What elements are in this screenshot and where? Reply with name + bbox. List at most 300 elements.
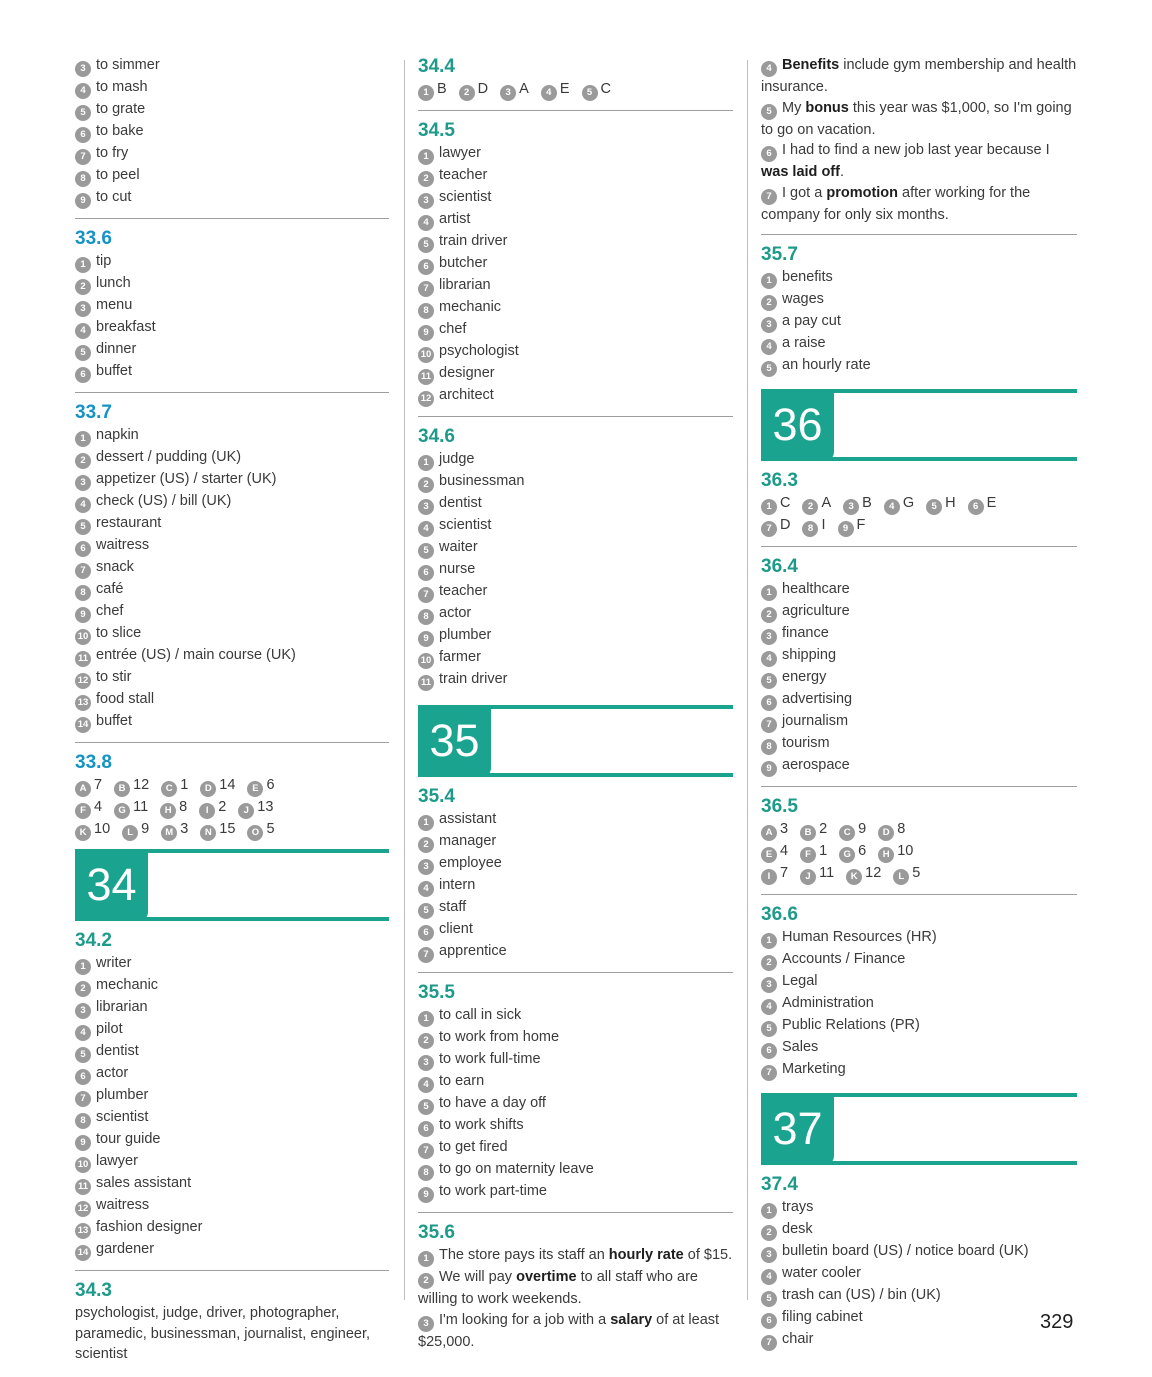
- answer-value: G: [902, 495, 915, 511]
- item-text: mechanic: [96, 977, 159, 993]
- list-item: [418, 1049, 733, 1071]
- number-badge: 6: [418, 1121, 434, 1137]
- answer-value: 12: [133, 777, 150, 793]
- chapter-header: [761, 1093, 1077, 1165]
- list-item: [75, 187, 389, 209]
- answer-pair: [541, 79, 570, 101]
- list-item: [75, 77, 389, 99]
- item-text: fashion designer: [96, 1219, 203, 1235]
- list-item: [418, 941, 733, 963]
- number-badge: H: [878, 847, 894, 863]
- answer-pair: [802, 515, 825, 537]
- item-text: wages: [782, 291, 824, 307]
- number-badge: N: [200, 825, 216, 841]
- number-badge: 1: [761, 933, 777, 949]
- column-1: [75, 55, 389, 1365]
- item-text: chef: [96, 603, 124, 619]
- number-badge: I: [761, 869, 777, 885]
- number-badge: 6: [761, 1043, 777, 1059]
- answer-value: 5: [266, 821, 275, 837]
- number-badge: A: [75, 781, 91, 797]
- answer-list: [761, 1197, 1077, 1351]
- list-item: [418, 647, 733, 669]
- answer-value: 5: [912, 865, 921, 881]
- answer-keyword: promotion: [826, 184, 899, 201]
- number-badge: H: [160, 803, 176, 819]
- answer-value: E: [986, 495, 997, 511]
- number-badge: 11: [75, 651, 91, 667]
- sentence-text: I got a: [782, 184, 827, 201]
- number-badge: 5: [75, 1047, 91, 1063]
- answer-pair: [968, 493, 997, 515]
- answer-value: 6: [858, 843, 867, 859]
- number-badge: 7: [418, 281, 434, 297]
- answer-value: 3: [780, 821, 789, 837]
- number-badge: 7: [418, 587, 434, 603]
- item-text: pilot: [96, 1021, 123, 1037]
- number-badge: 7: [761, 1335, 777, 1351]
- answer-row: [761, 863, 1077, 885]
- answer-list: [418, 809, 733, 963]
- item-text: food stall: [96, 691, 155, 707]
- number-badge: 1: [761, 273, 777, 289]
- number-badge: 2: [418, 1273, 434, 1289]
- answer-pair: [459, 79, 488, 101]
- answer-row: [75, 819, 389, 841]
- number-badge: 6: [75, 541, 91, 557]
- item-text: to peel: [96, 167, 140, 183]
- list-item: [418, 1137, 733, 1159]
- list-item: [761, 1263, 1077, 1285]
- number-badge: 4: [418, 521, 434, 537]
- list-item: [418, 875, 733, 897]
- answer-sentence: [418, 1245, 733, 1267]
- number-badge: 2: [761, 955, 777, 971]
- list-item: [75, 535, 389, 557]
- list-item: [418, 297, 733, 319]
- number-badge: 8: [802, 521, 818, 537]
- list-item: [75, 623, 389, 645]
- item-text: lawyer: [96, 1153, 138, 1169]
- number-badge: G: [839, 847, 855, 863]
- number-badge: D: [200, 781, 216, 797]
- number-badge: 5: [761, 104, 777, 120]
- number-badge: 3: [843, 499, 859, 515]
- answer-value: D: [780, 517, 791, 533]
- item-text: client: [439, 921, 473, 937]
- section-title: 36.5: [761, 796, 798, 817]
- number-badge: 3: [418, 193, 434, 209]
- list-item: [761, 667, 1077, 689]
- list-item: [418, 831, 733, 853]
- answer-list: [75, 251, 389, 383]
- list-item: [75, 513, 389, 535]
- item-text: scientist: [439, 517, 492, 533]
- number-badge: 14: [75, 1245, 91, 1261]
- list-item: [761, 311, 1077, 333]
- answer-keyword: bonus: [805, 99, 849, 116]
- item-text: lawyer: [439, 145, 481, 161]
- item-text: entrée (US) / main course (UK): [96, 647, 296, 663]
- answer-pair: [161, 775, 188, 797]
- number-badge: 7: [75, 149, 91, 165]
- item-text: to stir: [96, 669, 132, 685]
- item-text: Sales: [782, 1039, 819, 1055]
- sentence-text: after working for the company for only six months.: [761, 184, 1031, 223]
- answer-pair: [200, 819, 235, 841]
- divider: [75, 392, 389, 393]
- list-item: [75, 143, 389, 165]
- number-badge: 12: [418, 391, 434, 407]
- list-item: [75, 1173, 389, 1195]
- number-badge: I: [199, 803, 215, 819]
- list-item: [761, 993, 1077, 1015]
- item-text: writer: [96, 955, 132, 971]
- list-item: [761, 755, 1077, 777]
- divider: [761, 786, 1077, 787]
- number-badge: 1: [75, 959, 91, 975]
- answer-value: 7: [780, 865, 789, 881]
- answer-pair: [247, 819, 274, 841]
- answer-pair: [160, 797, 187, 819]
- item-text: bulletin board (US) / notice board (UK): [782, 1243, 1029, 1259]
- number-badge: 7: [761, 717, 777, 733]
- number-badge: 4: [761, 339, 777, 355]
- number-badge: 5: [418, 237, 434, 253]
- section-title: 36.6: [761, 904, 798, 925]
- number-badge: 5: [418, 903, 434, 919]
- item-text: to slice: [96, 625, 142, 641]
- item-text: employee: [439, 855, 502, 871]
- answer-pair: [839, 841, 866, 863]
- number-badge: E: [761, 847, 777, 863]
- list-item: [75, 579, 389, 601]
- list-item: [75, 601, 389, 623]
- number-badge: 4: [75, 323, 91, 339]
- answer-pair: [878, 819, 905, 841]
- list-item: [761, 267, 1077, 289]
- item-text: café: [96, 581, 124, 597]
- list-item: [761, 579, 1077, 601]
- answer-pair: [926, 493, 955, 515]
- answer-sentence: [418, 1310, 733, 1353]
- answer-pair: [761, 493, 790, 515]
- answer-list: [418, 1005, 733, 1203]
- number-badge: 2: [459, 85, 475, 101]
- answer-pair: [800, 819, 827, 841]
- answer-value: C: [600, 81, 611, 97]
- number-badge: 9: [75, 607, 91, 623]
- answer-value: A: [519, 81, 529, 97]
- list-item: [418, 385, 733, 407]
- list-item: [761, 601, 1077, 623]
- number-badge: 2: [761, 1225, 777, 1241]
- answer-pair: [843, 493, 872, 515]
- list-item: [418, 319, 733, 341]
- item-text: teacher: [439, 583, 488, 599]
- number-badge: 7: [75, 1091, 91, 1107]
- answer-value: E: [559, 81, 570, 97]
- item-text: artist: [439, 211, 471, 227]
- chapter-header: [761, 389, 1077, 461]
- section-title: 36.3: [761, 470, 798, 491]
- number-badge: 4: [75, 497, 91, 513]
- number-badge: 9: [838, 521, 854, 537]
- item-text: to work shifts: [439, 1117, 524, 1133]
- list-item: [761, 1329, 1077, 1351]
- number-badge: 12: [75, 673, 91, 689]
- number-badge: 6: [761, 695, 777, 711]
- item-text: snack: [96, 559, 134, 575]
- list-item: [761, 355, 1077, 377]
- list-item: [418, 493, 733, 515]
- answer-list: [761, 579, 1077, 777]
- number-badge: 10: [75, 1157, 91, 1173]
- list-item: [761, 289, 1077, 311]
- answer-pair: [418, 79, 447, 101]
- list-item: [761, 333, 1077, 355]
- item-text: sales assistant: [96, 1175, 192, 1191]
- list-item: [418, 625, 733, 647]
- number-badge: 1: [418, 1251, 434, 1267]
- answer-list: [761, 267, 1077, 377]
- list-item: [418, 275, 733, 297]
- answer-value: 10: [94, 821, 111, 837]
- list-item: [418, 1027, 733, 1049]
- number-badge: 2: [75, 981, 91, 997]
- number-badge: 4: [761, 61, 777, 77]
- item-text: staff: [439, 899, 467, 915]
- number-badge: J: [800, 869, 816, 885]
- answer-row: [761, 515, 1077, 537]
- number-badge: 6: [75, 127, 91, 143]
- number-badge: B: [114, 781, 130, 797]
- section-title: 37.4: [761, 1174, 798, 1195]
- number-badge: 3: [75, 475, 91, 491]
- number-badge: K: [846, 869, 862, 885]
- list-item: [75, 121, 389, 143]
- item-text: tip: [96, 253, 112, 269]
- item-text: gardener: [96, 1241, 155, 1257]
- column-divider: [404, 60, 405, 1300]
- number-badge: 1: [418, 149, 434, 165]
- list-item: [418, 165, 733, 187]
- chapter-number: 34: [75, 849, 148, 921]
- item-text: tourism: [782, 735, 830, 751]
- item-text: to grate: [96, 101, 146, 117]
- divider: [418, 110, 733, 111]
- answer-value: B: [437, 81, 447, 97]
- answer-keyword: Benefits: [782, 57, 840, 73]
- number-badge: 4: [75, 1025, 91, 1041]
- list-item: [761, 1285, 1077, 1307]
- item-text: agriculture: [782, 603, 850, 619]
- list-item: [761, 1307, 1077, 1329]
- answer-pair: [238, 797, 273, 819]
- number-badge: 7: [75, 563, 91, 579]
- answer-pair: [75, 819, 110, 841]
- number-badge: M: [161, 825, 177, 841]
- item-text: shipping: [782, 647, 837, 663]
- item-text: breakfast: [96, 319, 156, 335]
- number-badge: 8: [418, 1165, 434, 1181]
- section-title: 35.5: [418, 982, 455, 1003]
- list-item: [75, 557, 389, 579]
- section-title: 33.8: [75, 752, 112, 773]
- item-text: to have a day off: [439, 1095, 546, 1111]
- list-item: [75, 1085, 389, 1107]
- list-item: [75, 975, 389, 997]
- answer-pair: [582, 79, 611, 101]
- answer-pair: [161, 819, 188, 841]
- answer-paragraph: psychologist, judge, driver, photographer, paramedic, businessman, journalist, engineer, scientist: [75, 1305, 370, 1362]
- list-item: [75, 99, 389, 121]
- list-item: [75, 1063, 389, 1085]
- number-badge: 3: [418, 499, 434, 515]
- item-text: Legal: [782, 973, 818, 989]
- answer-value: 9: [141, 821, 150, 837]
- answer-value: C: [780, 495, 791, 511]
- number-badge: B: [800, 825, 816, 841]
- item-text: to simmer: [96, 57, 160, 73]
- number-badge: 9: [761, 761, 777, 777]
- list-item: [418, 537, 733, 559]
- item-text: trash can (US) / bin (UK): [782, 1287, 941, 1303]
- number-badge: 5: [761, 361, 777, 377]
- sentence-text: The store pays its staff an: [439, 1247, 609, 1263]
- answer-value: 1: [180, 777, 189, 793]
- divider: [75, 742, 389, 743]
- item-text: nurse: [439, 561, 476, 577]
- list-item: [761, 1015, 1077, 1037]
- number-badge: 3: [75, 301, 91, 317]
- item-text: chair: [782, 1331, 814, 1347]
- answer-value: 2: [218, 799, 227, 815]
- item-text: menu: [96, 297, 133, 313]
- column-2: [418, 55, 733, 1352]
- number-badge: 8: [75, 1113, 91, 1129]
- item-text: appetizer (US) / starter (UK): [96, 471, 277, 487]
- item-text: a pay cut: [782, 313, 841, 329]
- number-badge: 5: [761, 673, 777, 689]
- number-badge: 1: [75, 431, 91, 447]
- list-item: [761, 1037, 1077, 1059]
- answer-list: [75, 55, 389, 209]
- list-item: [75, 361, 389, 383]
- number-badge: 4: [541, 85, 557, 101]
- answer-row: [75, 775, 389, 797]
- list-item: [418, 1005, 733, 1027]
- answer-keyword: salary: [610, 1311, 653, 1328]
- number-badge: 9: [75, 193, 91, 209]
- item-text: librarian: [96, 999, 148, 1015]
- number-badge: 6: [761, 146, 777, 162]
- item-text: dessert / pudding (UK): [96, 449, 242, 465]
- number-badge: 4: [75, 83, 91, 99]
- list-item: [418, 515, 733, 537]
- answer-pair: [761, 515, 790, 537]
- number-badge: 7: [418, 1143, 434, 1159]
- item-text: dentist: [439, 495, 482, 511]
- number-badge: 10: [418, 653, 434, 669]
- item-text: Administration: [782, 995, 874, 1011]
- answer-pair: [893, 863, 920, 885]
- number-badge: 7: [418, 947, 434, 963]
- item-text: lunch: [96, 275, 131, 291]
- number-badge: 3: [418, 859, 434, 875]
- item-text: to work full-time: [439, 1051, 541, 1067]
- list-item: [418, 1159, 733, 1181]
- list-item: [75, 1041, 389, 1063]
- list-item: [418, 809, 733, 831]
- answer-pair: [199, 797, 226, 819]
- list-item: [75, 1151, 389, 1173]
- number-badge: 1: [75, 257, 91, 273]
- section-title: 34.6: [418, 426, 455, 447]
- answer-value: A: [821, 495, 832, 511]
- list-item: [75, 295, 389, 317]
- number-badge: 2: [418, 171, 434, 187]
- number-badge: 1: [761, 1203, 777, 1219]
- answer-value: 7: [94, 777, 103, 793]
- item-text: to go on maternity leave: [439, 1161, 594, 1177]
- item-text: scientist: [96, 1109, 149, 1125]
- number-badge: 4: [761, 651, 777, 667]
- number-badge: 8: [75, 585, 91, 601]
- number-badge: 13: [75, 1223, 91, 1239]
- answer-row: [761, 493, 1077, 515]
- number-badge: 8: [761, 739, 777, 755]
- number-badge: 8: [418, 609, 434, 625]
- sentence-text: My: [782, 99, 806, 116]
- answer-sentence: [418, 1267, 733, 1310]
- answer-sentence: [761, 55, 1077, 98]
- list-item: [75, 645, 389, 667]
- number-badge: 11: [418, 675, 434, 691]
- number-badge: 5: [75, 519, 91, 535]
- answer-list: [75, 425, 389, 733]
- answer-pair: [878, 841, 913, 863]
- number-badge: 5: [761, 1021, 777, 1037]
- list-item: [761, 1197, 1077, 1219]
- chapter-number: 37: [761, 1093, 834, 1165]
- number-badge: 11: [75, 1179, 91, 1195]
- item-text: train driver: [439, 671, 508, 687]
- number-badge: 5: [582, 85, 598, 101]
- answer-value: 13: [257, 799, 274, 815]
- number-badge: 4: [884, 499, 900, 515]
- list-item: [75, 1239, 389, 1261]
- number-badge: 3: [418, 1316, 434, 1332]
- answer-list: [75, 953, 389, 1261]
- list-item: [761, 623, 1077, 645]
- number-badge: 3: [500, 85, 516, 101]
- list-item: [418, 581, 733, 603]
- answer-value: 11: [819, 865, 835, 881]
- sentence-text: of at least $25,000.: [418, 1311, 720, 1350]
- item-text: benefits: [782, 269, 833, 285]
- item-text: businessman: [439, 473, 525, 489]
- list-item: [418, 559, 733, 581]
- item-text: tour guide: [96, 1131, 161, 1147]
- divider: [761, 894, 1077, 895]
- list-item: [761, 927, 1077, 949]
- list-item: [75, 711, 389, 733]
- answer-row: [761, 841, 1077, 863]
- answer-value: 9: [858, 821, 867, 837]
- page-number: 329: [1040, 1311, 1074, 1333]
- number-badge: 12: [75, 1201, 91, 1217]
